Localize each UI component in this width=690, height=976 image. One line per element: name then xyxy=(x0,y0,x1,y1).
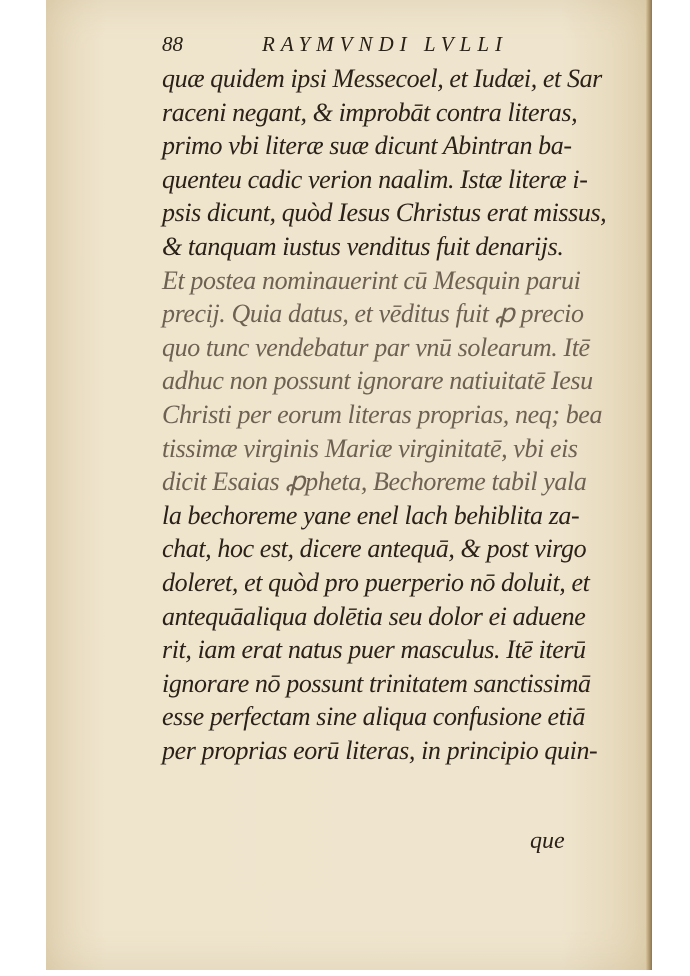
running-head xyxy=(162,30,592,60)
text-line-10: adhuc non possunt ignorare natiuitatē Iesu xyxy=(162,366,593,396)
catchword: que xyxy=(530,828,565,854)
text-line-14: la bechoreme yane enel lach behiblita za- xyxy=(162,500,580,530)
text-line-3: primo vbi literæ suæ dicunt Abintran ba- xyxy=(162,131,572,161)
text-line-19: ignorare nō possunt trinitatem sanctissimā xyxy=(162,668,591,698)
text-line-4: quenteu cadic verion naalim. Istæ literæ i- xyxy=(162,164,588,194)
text-line-11: Christi per eorum literas proprias, neq; bea xyxy=(162,399,603,429)
text-line-18: rit, iam erat natus puer masculus. Itē iterū xyxy=(162,635,586,665)
text-line-13: dicit Esaias ꝓpheta, Bechoreme tabil yala xyxy=(162,467,587,497)
book-page xyxy=(46,0,652,970)
page-number: 88 xyxy=(162,32,183,56)
text-line-16: doleret, et quòd pro puerperio nō doluit, et xyxy=(162,567,590,597)
text-line-9: quo tunc vendebatur par vnū solearum. Itē xyxy=(162,332,590,362)
text-line-15: chat, hoc est, dicere antequā, & post virgo xyxy=(162,534,587,564)
text-block xyxy=(162,62,632,767)
running-title: RAYMVNDI LVLLI xyxy=(262,32,508,56)
text-line-20: esse perfectam sine aliqua confusione etiā xyxy=(162,702,585,732)
text-line-2: raceni negant, & improbāt contra literas, xyxy=(162,97,578,127)
text-line-6: & tanquam iustus venditus fuit denarijs. xyxy=(162,231,564,261)
text-line-21: per proprias eorū literas, in principio quin- xyxy=(162,735,598,765)
text-line-8: precij. Quia datus, et vēditus fuit ꝓ precio xyxy=(162,299,584,329)
text-line-1: quæ quidem ipsi Messecoel, et Iudæi, et Sar xyxy=(162,64,602,93)
text-line-12: tissimæ virginis Mariæ virginitatē, vbi eis xyxy=(162,433,578,463)
text-line-17: antequāaliqua dolētia seu dolor ei aduene xyxy=(162,601,586,631)
text-line-7: Et postea nominauerint cū Mesquin parui xyxy=(162,265,581,295)
page-edge-shadow xyxy=(646,0,652,970)
text-line-5: psis dicunt, quòd Iesus Christus erat missus, xyxy=(162,198,607,228)
